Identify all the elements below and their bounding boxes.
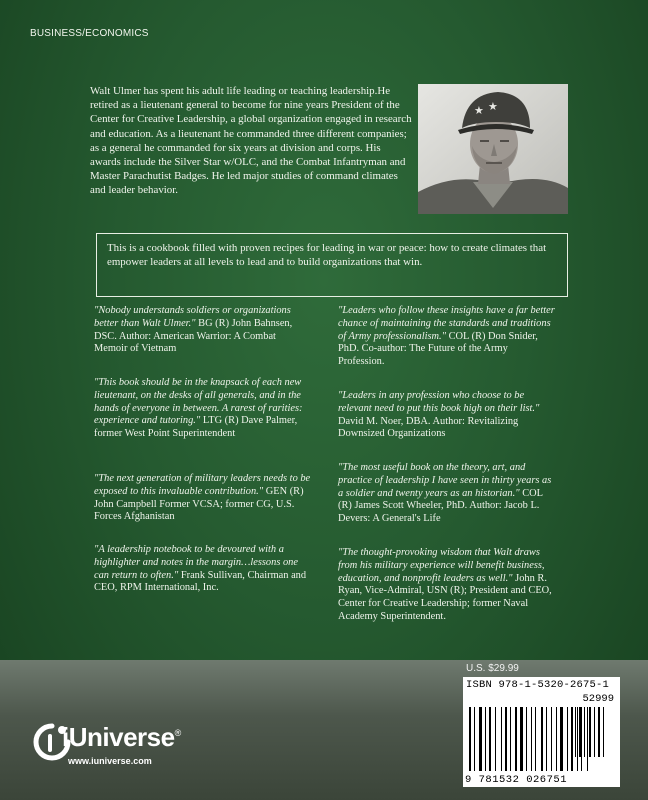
barcode-bar: [489, 707, 491, 771]
testimonial: [94, 544, 312, 595]
barcode-bar: [556, 707, 557, 771]
publisher-website: www.iuniverse.com: [68, 756, 152, 766]
barcode-bar: [546, 707, 547, 771]
author-bio: Walt Ulmer has spent his adult life leading or teaching leadership.He retired as a lieutenant general to become for nine years President of the Center for Creative Leadership, a global organization engaged in research and education. As a lieutenant he commanded three different companies; as a general he commanded for six years at division and corps. His awards include the Silver Star w/OLC, and the Combat Infantryman and Master Parachutist Badges. He led major studies of command climates and leader behavior.: [90, 85, 412, 197]
testimonial: [338, 547, 556, 624]
barcode-bar: [526, 707, 527, 771]
barcode-bar: [505, 707, 507, 771]
testimonial-quote: "The thought-provoking wisdom that Walt draws from his military experience will benefit business, education, and nonprofit leaders as well.": [338, 547, 545, 584]
barcode-addon-bar: [594, 707, 595, 757]
price-label: U.S. $29.99: [466, 663, 519, 674]
barcode-price-code: 52999: [582, 693, 614, 705]
barcode-bar: [474, 707, 475, 771]
barcode-bar: [515, 707, 517, 771]
barcode-addon-bar: [579, 707, 581, 757]
barcode-digits: 9 781532 026751: [465, 774, 568, 786]
testimonial: [94, 473, 312, 524]
testimonial-attribution: COL (R) Don Snider, PhD. Co-author: The Future of the Army Profession.: [338, 330, 538, 368]
barcode-bar: [587, 707, 588, 771]
barcode: [463, 677, 620, 787]
testimonial: [94, 377, 312, 441]
summary-box: This is a cookbook filled with proven recipes for leading in war or peace: how to create climates that empower leaders at all levels to lead and to build organizations that win.: [96, 233, 568, 297]
testimonial-quote: "Nobody understands soldiers or organizations better than Walt Ulmer.": [94, 305, 291, 329]
testimonial-quote: "Leaders who follow these insights have a far better chance of maintaining the standards and traditions of Army professionalism.": [338, 305, 555, 342]
testimonial-quote: "The most useful book on the theory, art, and practice of leadership I have seen in thirty years as a soldier and twenty years as an historian.": [338, 462, 552, 499]
testimonial-quote: "A leadership notebook to be devoured with a highlighter and notes in the margin…lessons one can return to often.": [94, 544, 298, 581]
testimonial-attribution: GEN (R) John Campbell Former VCSA; former CG, U.S. Forces Afghanistan: [94, 485, 304, 523]
testimonial: [338, 390, 556, 441]
author-portrait-image: [418, 84, 568, 214]
publisher-name: iUniverse®: [62, 722, 181, 752]
testimonial-quote: "This book should be in the knapsack of each new lieutenant, on the desks of all generals, and in the hands of everyone in between. A rarest of rarities: experience and tutoring.": [94, 377, 303, 427]
barcode-addon-bar: [603, 707, 604, 757]
testimonial: [94, 305, 312, 356]
testimonial: [338, 462, 556, 526]
barcode-bar: [551, 707, 552, 771]
barcode-bar: [577, 707, 578, 771]
author-photo: [418, 84, 568, 214]
barcode-bars: [463, 677, 620, 787]
barcode-bar: [567, 707, 568, 771]
barcode-bar: [581, 707, 582, 771]
barcode-bar: [501, 707, 502, 771]
barcode-bar: [479, 707, 482, 771]
testimonial-attribution: David M. Noer, DBA. Author: Revitalizing Downsized Organizations: [338, 415, 519, 440]
category-label: BUSINESS/ECONOMICS: [30, 28, 149, 39]
barcode-bar: [495, 707, 496, 771]
barcode-bar: [560, 707, 563, 771]
barcode-bar: [520, 707, 523, 771]
testimonial-attribution: LTG (R) Dave Palmer, former West Point Superintendent: [94, 415, 298, 440]
barcode-bar: [571, 707, 573, 771]
barcode-addon-bar: [589, 707, 591, 757]
barcode-bar: [531, 707, 532, 771]
testimonial-quote: "The next generation of military leaders needs to be exposed to this invaluable contribution.": [94, 473, 311, 497]
svg-text:★: ★: [474, 104, 484, 117]
barcode-bar: [541, 707, 543, 771]
isbn-text: ISBN 978-1-5320-2675-1: [466, 679, 610, 691]
barcode-addon-bar: [584, 707, 585, 757]
barcode-bar: [469, 707, 471, 771]
barcode-addon-bar: [598, 707, 600, 757]
barcode-bar: [485, 707, 486, 771]
testimonial-attribution: John R. Ryan, Vice-Admiral, USN (R); President and CEO, Center for Creative Leadership; former Naval Academy Superintendent.: [338, 572, 552, 622]
barcode-bar: [535, 707, 536, 771]
testimonial: [338, 305, 556, 369]
testimonial-quote: "Leaders in any profession who choose to be relevant need to put this book high on their list.": [338, 390, 540, 414]
testimonial-attribution: BG (R) John Bahnsen, DSC. Author: American Warrior: A Combat Memoir of Vietnam: [94, 317, 293, 355]
testimonial-attribution: Frank Sullivan, Chairman and CEO, RPM International, Inc.: [94, 569, 307, 594]
barcode-addon-bar: [575, 707, 576, 757]
barcode-bar: [510, 707, 511, 771]
svg-text:★: ★: [488, 100, 498, 113]
testimonial-attribution: COL (R) James Scott Wheeler, PhD. Author: Jacob L. Devers: A General's Life: [338, 487, 543, 525]
